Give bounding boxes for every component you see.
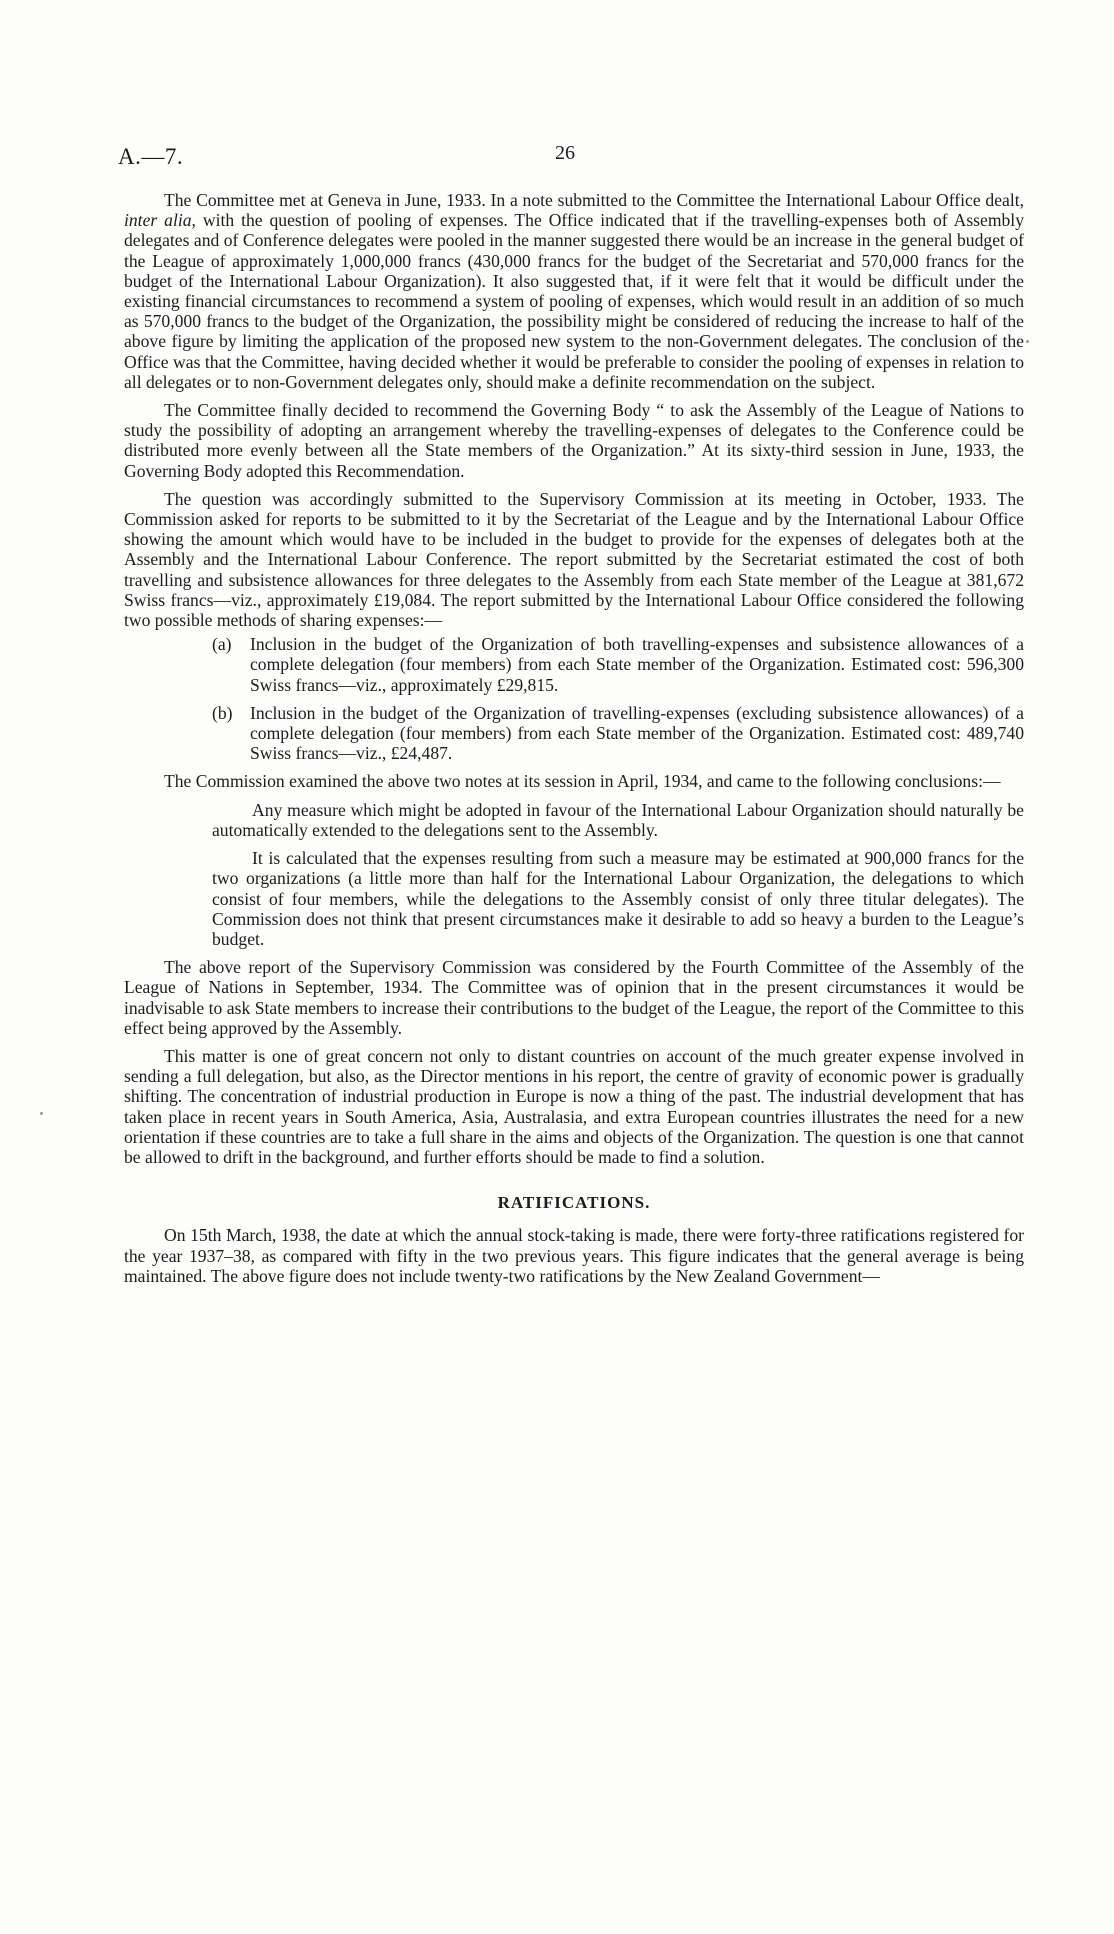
quoted-conclusion-1: Any measure which might be adopted in favour of the International Labour Organization should naturally be automatically extended to the delegations sent to the Assembly. (212, 799, 1024, 840)
document-body (124, 190, 1024, 1294)
list-item-a (212, 634, 1024, 695)
list-item-b (212, 703, 1024, 764)
list-text: Inclusion in the budget of the Organization of travelling-expenses (excluding subsistence allowances) of a complete delegation (four members) from each State member of the Organization. Estimated cost: 489,740 Swiss francs—viz., £24,487. (250, 702, 1024, 764)
italic-phrase: inter alia, (124, 210, 196, 231)
paragraph-ratifications: On 15th March, 1938, the date at which the annual stock-taking is made, there were forty-three ratifications registered for the year 1937–38, as compared with fifty in the two previous years. This figure indicates that the general average is being maintained. The above figure does not include twenty-two ratifications by the New Zealand Government— (124, 1225, 1024, 1286)
paragraph-committee-geneva (124, 190, 1024, 392)
document-reference: A.—7. (118, 144, 184, 169)
page-number: 26 (555, 142, 575, 164)
scan-speck (40, 1112, 43, 1115)
paragraph-fourth-committee: The above report of the Supervisory Commission was considered by the Fourth Committee of the Assembly of the League of Nations in September, 1934. The Committee was of opinion that in the present circumstances it would be inadvisable to ask State members to increase their contributions to the budget of the League, the report of the Committee to this effect being approved by the Assembly. (124, 957, 1024, 1038)
paragraph-text: with the question of pooling of expenses. The Office indicated that if the travelling-expenses both of Assembly delegates and of Conference delegates were pooled in the manner suggested there would be an increase in the general budget of the League of approximately 1,000,000 francs (430,000 francs for the budget of the Secretariat and 570,000 francs for the budget of the International Labour Organization). It also suggested that, if it were felt that it would be difficult under the existing financial circumstances to recommend a system of pooling of expenses, which would result in an addition of so much as 570,000 francs to the budget of the Organization, the possibility might be considered of reducing the increase to half of the above figure by limiting the application of the proposed new system to the non-Government delegates. The conclusion of the Office was that the Committee, having decided whether it would be preferable to consider the pooling of expenses in relation to all delegates or to non-Government delegates only, should make a definite recommendation on the subject. (124, 210, 1024, 392)
list-text: Inclusion in the budget of the Organization of both travelling-expenses and subsistence allowances of a complete delegation (four members) from each State member of the Organization. Estimated cost: 596,300 Swiss francs—viz., approximately £29,815. (250, 634, 1024, 695)
quoted-conclusion-2: It is calculated that the expenses resulting from such a measure may be estimated at 900,000 francs for the two organizations (a little more than half for the International Labour Organization, the delegations to which consist of four members, while the delegations to the Assembly consist of only three titular delegates). The Commission does not think that present circumstances make it desirable to add so heavy a burden to the League’s budget. (212, 848, 1024, 949)
paragraph-supervisory-commission: The question was accordingly submitted to the Supervisory Commission at its meeting in October, 1933. The Commission asked for reports to be submitted to it by the Secretariat of the League and by the International Labour Office showing the amount which would have to be included in the budget to provide for the expenses of delegates both at the Assembly and the International Labour Conference. The report submitted by the Secretariat estimated the cost of both travelling and subsistence allowances for three delegates to the Assembly from each State member of the League at 381,672 Swiss francs—viz., approximately £19,084. The report submitted by the International Labour Office considered the following two possible methods of sharing expenses:— (124, 488, 1024, 631)
page-header (0, 142, 1114, 182)
list-label: (b) (212, 702, 233, 723)
section-heading-ratifications: RATIFICATIONS. (497, 1193, 651, 1213)
paragraph-governing-body: The Committee finally decided to recommend the Governing Body “ to ask the Assembly of the League of Nations to study the possibility of adopting an arrangement whereby the travelling-expenses of delegates to the Conference could be distributed more evenly between all the State members of the Organization.” At its sixty-third session in June, 1933, the Governing Body adopted this Recommendation. (124, 400, 1024, 481)
list-label: (a) (212, 634, 232, 655)
scan-speck (1026, 340, 1029, 343)
paragraph-commission-conclusions: The Commission examined the above two notes at its session in April, 1934, and came to the following conclusions:— (164, 771, 1001, 792)
paragraph-great-concern: This matter is one of great concern not only to distant countries on account of the much greater expense involved in sending a full delegation, but also, as the Director mentions in his report, the centre of gravity of economic power is gradually shifting. The concentration of industrial production in Europe is now a thing of the past. The industrial development that has taken place in recent years in South America, Asia, Australasia, and extra European countries illustrates the need for a new orientation if these countries are to take a full share in the aims and objects of the Organization. The question is one that cannot be allowed to drift in the background, and further efforts should be made to find a solution. (124, 1045, 1024, 1167)
paragraph-text: The Committee met at Geneva in June, 1933. In a note submitted to the Committee the International Labour Office dealt, (164, 190, 1024, 210)
